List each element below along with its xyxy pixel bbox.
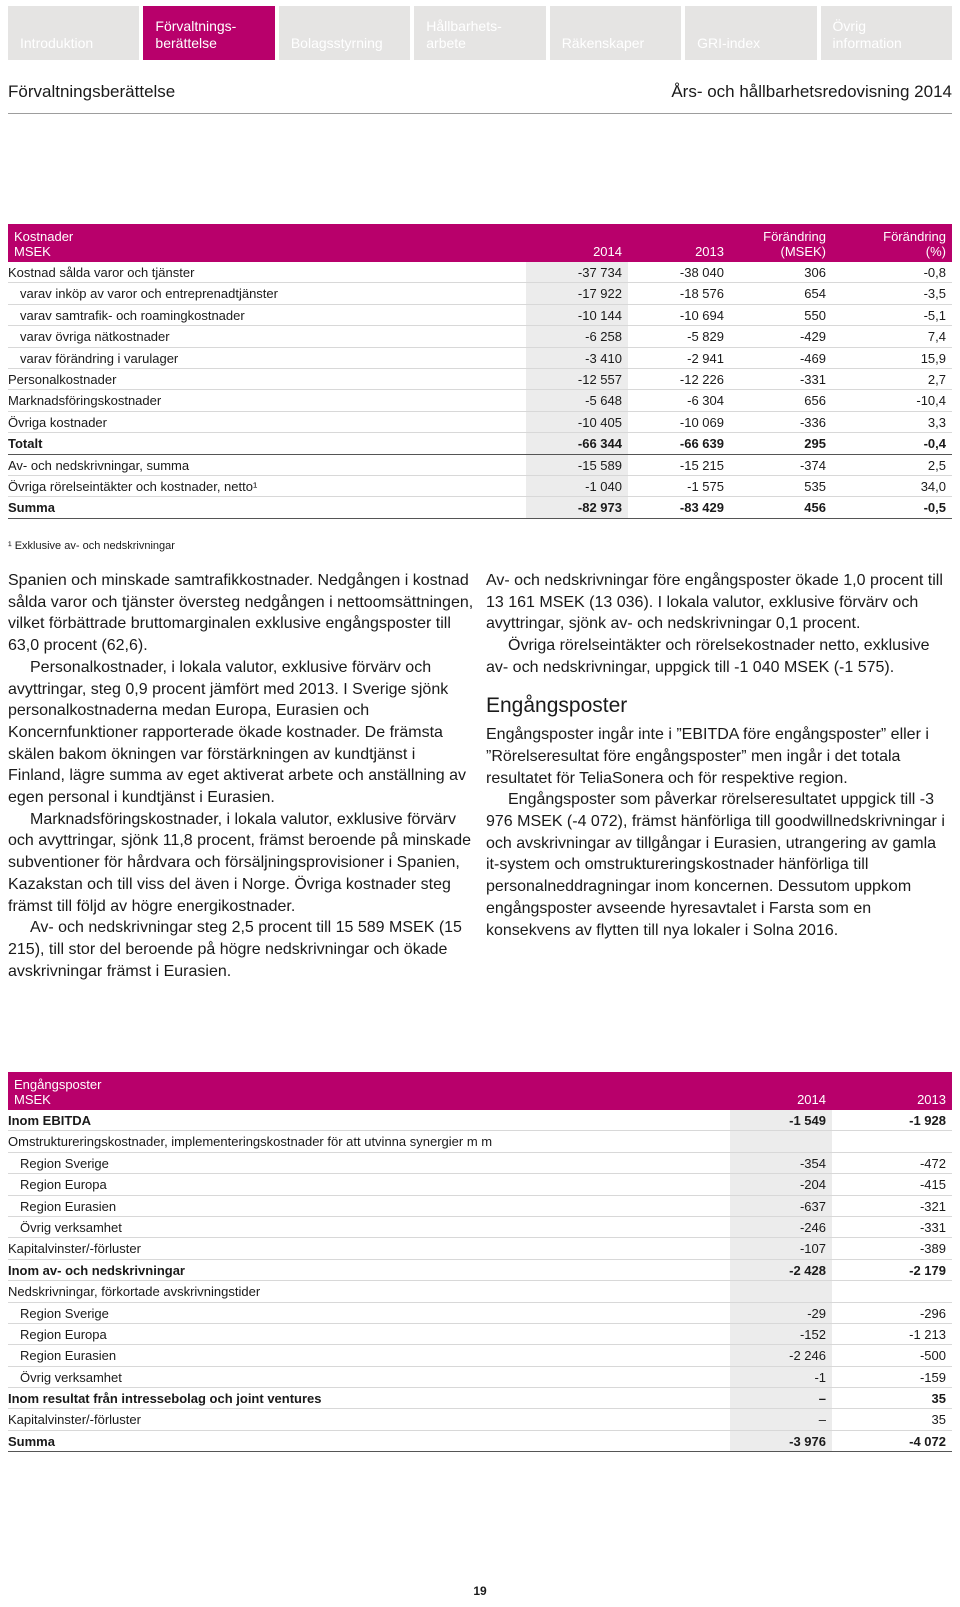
cell-v2014: -82 973 [577,500,622,516]
cell-v2014: -10 405 [577,414,622,430]
table-row [8,262,952,283]
cell-pct: 15,9 [920,350,946,366]
cell-v2014: -66 344 [577,436,622,452]
cell-label: varav övriga nätkostnader [20,329,170,345]
cell-label: Summa [8,500,55,516]
cell-v2013: -1 575 [687,478,724,494]
cell-v2014: -2 428 [789,1262,826,1278]
cell-v2014: -5 648 [585,393,622,409]
header-divider [8,113,952,114]
cell-chg: -469 [799,350,826,366]
table-row [8,1431,952,1452]
cell-label: Kapitalvinster/-förluster [8,1241,141,1257]
cell-label: Region Sverige [20,1155,109,1171]
cell-pct: -0,8 [923,265,946,280]
cell-pct: 34,0 [920,478,946,494]
cell-pct: -10,4 [916,393,946,409]
tab-0[interactable]: Introduktion [8,6,139,60]
tab-6[interactable]: Övrig information [821,6,952,60]
cell-label: Region Europa [20,1326,107,1342]
cell-v2014: -246 [799,1219,826,1235]
oneoff-table-header [8,1072,952,1110]
cell-v2014: -1 040 [585,478,622,494]
table-row [8,1217,952,1238]
cell-v2014: -17 922 [577,286,622,302]
cell-v2013: -500 [919,1348,946,1364]
table-row [8,390,952,411]
cell-v2014: -354 [799,1155,826,1171]
page-number: 19 [473,1584,487,1598]
cell-v2014: -6 258 [585,329,622,345]
cell-v2013: -4 072 [909,1433,946,1449]
cell-label: Övriga rörelseintäkter och kostnader, netto¹ [8,478,258,494]
cell-pct: -0,5 [923,500,946,516]
paragraph: Övriga rörelseintäkter och rörelsekostnader netto, exklusive av- och nedskrivningar, uppgick till -1 040 MSEK (-1 575). [486,637,930,676]
cell-v2014: -10 144 [577,307,622,323]
tab-1[interactable]: Förvaltnings- berättelse [143,6,274,60]
report-title: Års- och hållbarhetsredovisning 2014 [671,82,952,101]
table-row [8,305,952,326]
costs-table-title: Kostnader [14,229,74,244]
costs-table-unit: MSEK [14,244,51,259]
cell-v2013: -5 829 [687,329,724,345]
paragraph: Engångsposter ingår inte i ”EBITDA före engångsposter” eller i ”Rörelseresultat före engångsposter” men ingår i det totala resultatet för TeliaSonera och för respektive region. [486,726,929,787]
cell-chg: 456 [804,500,826,516]
cell-v2014: -29 [807,1305,826,1321]
cell-v2014: -12 557 [577,371,622,387]
table-row [8,1388,952,1409]
cell-v2013: -15 215 [679,457,724,473]
table-row [8,326,952,347]
cell-label: Nedskrivningar, förkortade avskrivningstider [8,1284,261,1300]
costs-table-body [8,262,952,519]
cell-v2014: -15 589 [577,457,622,473]
cell-v2013: 35 [931,1391,946,1407]
oneoff-table-unit: MSEK [14,1092,51,1107]
cell-pct: -3,5 [923,286,946,302]
cell-label: Region Sverige [20,1305,109,1321]
cell-label: Kapitalvinster/-förluster [8,1412,141,1428]
table-row [8,348,952,369]
cell-v2013: -10 694 [679,307,724,323]
oneoff-table-body [8,1110,952,1452]
cell-chg: -331 [799,371,826,387]
cell-label: varav inköp av varor och entreprenadtjänster [20,286,278,302]
table-row [8,1281,952,1302]
cell-chg: -374 [799,457,826,473]
cell-chg: -429 [799,329,826,345]
paragraph: Av- och nedskrivningar före engångsposter ökade 1,0 procent till 13 161 MSEK (13 036). I lokala valutor, exklusive förvärv och avyttringar, sjönk av- och nedskrivningar 0,1 procent. [486,572,943,633]
cell-label: Inom EBITDA [8,1113,92,1128]
table-row [8,476,952,497]
cell-label: Omstruktureringskostnader, implementeringskostnader för att utvinna synergier m m [8,1134,493,1150]
col-header-change-pct: Förändring [883,229,946,244]
table-row [8,1174,952,1195]
table-row [8,455,952,476]
table-row [8,1345,952,1366]
cell-label: Inom resultat från intressebolag och joint ventures [8,1391,322,1407]
cell-v2013: -321 [919,1198,946,1214]
table-row [8,1260,952,1281]
body-text-right [486,570,952,941]
table-row [8,1153,952,1174]
table-row [8,1196,952,1217]
cell-v2013: -2 941 [687,350,724,366]
cell-label: Inom av- och nedskrivningar [8,1262,185,1278]
cell-v2013: -1 928 [909,1113,946,1128]
cell-label: varav förändring i varulager [20,350,179,366]
col-header-change-msek-unit: (MSEK) [780,244,826,259]
col-header-2014: 2014 [593,244,622,259]
cell-label: Summa [8,1433,55,1449]
cell-chg: 535 [804,478,826,494]
cell-v2014: – [818,1391,826,1407]
cell-v2013: -389 [919,1241,946,1257]
paragraph: Personalkostnader, i lokala valutor, exklusive förvärv och avyttringar, steg 0,9 procent jämfört med 2013. I Sverige sjönk personalkostnaderna medan Europa, Eurasien och Koncernfunktioner rapporterade ökade kostnader. De främsta skälen bakom ökningen var förstärkningen av kundtjänst i Finland, lägre summa av eget aktiverat arbete och anställning av egen personal i kundtjänst i Eurasien. [8,658,467,807]
paragraph: Marknadsföringskostnader, i lokala valutor, exklusive förvärv och avyttringar, sjönk 11,8 procent, främst beroende på minskade subventioner för hårdvara och försäljningsprovisioner i Spanien, Kazakstan och till viss del även i Norge. Övriga kostnader steg främst till följd av högre energikostnader. [8,810,472,915]
cell-chg: 550 [804,307,826,323]
cell-v2013: -472 [919,1155,946,1171]
table-row [8,1409,952,1430]
table-row [8,1367,952,1388]
tab-4[interactable]: Räkenskaper [550,6,681,60]
cell-pct: -0,4 [923,436,946,452]
cell-label: Personalkostnader [8,371,117,387]
table-row [8,1324,952,1345]
cell-pct: 2,5 [927,457,946,473]
cell-label: Kostnad sålda varor och tjänster [8,265,195,280]
section-heading-engangsposter: Engångsposter [486,693,628,717]
cell-v2013: -18 576 [679,286,724,302]
cell-v2013: -12 226 [679,371,724,387]
oneoff-table [8,1072,952,1452]
cell-label: Region Eurasien [20,1348,117,1364]
cell-v2013: -415 [919,1177,946,1193]
col-header-change-msek: Förändring [763,229,826,244]
tab-2[interactable]: Bolagsstyrning [279,6,410,60]
cell-pct: 2,7 [927,371,946,387]
cell-label: varav samtrafik- och roamingkostnader [20,307,245,323]
top-navigation [8,6,952,60]
cell-v2013: -66 639 [679,436,724,452]
cell-v2014: – [818,1412,826,1428]
paragraph: Engångsposter som påverkar rörelseresultatet uppgick till -3 976 MSEK (-4 072), främst hänförliga till goodwillnedskrivningar i och avskrivningar av tillgångar i Eurasien, utrangering av gamla it-system och omstruktureringskostnader hänförliga till personalneddragningar inom koncernen. Dessutom uppkom engångsposter avseende hyresavtalet i Farsta som en konsekvens av flytten till nya lokaler i Solna 2016. [486,791,945,939]
cell-v2013: -10 069 [679,414,724,430]
costs-footnote: ¹ Exklusive av- och nedskrivningar [8,540,175,552]
table-row [8,1131,952,1152]
cell-label: Marknadsföringskostnader [8,393,162,409]
cell-v2014: -3 976 [789,1433,826,1449]
cell-label: Region Europa [20,1177,107,1193]
cell-label: Region Eurasien [20,1198,117,1214]
tab-3[interactable]: Hållbarhets- arbete [414,6,545,60]
cell-pct: 3,3 [927,414,946,430]
cell-v2013: -83 429 [679,500,724,516]
cell-pct: 7,4 [927,329,946,345]
cell-v2014: -1 [814,1369,826,1385]
cell-v2014: -2 246 [789,1348,826,1364]
oneoff-col-header-2013: 2013 [917,1092,946,1107]
cell-label: Totalt [8,436,43,452]
table-row [8,283,952,304]
table-row [8,497,952,518]
cell-chg: -336 [799,414,826,430]
section-title: Förvaltningsberättelse [8,82,176,101]
table-row [8,1110,952,1131]
oneoff-col-header-2014: 2014 [797,1092,826,1107]
cell-chg: 654 [804,286,826,302]
table-row [8,1303,952,1324]
cell-v2013: -38 040 [679,265,724,280]
cell-label: Av- och nedskrivningar, summa [8,457,190,473]
body-text-left [8,570,474,982]
cell-chg: 656 [804,393,826,409]
table-row [8,369,952,390]
cell-v2013: -296 [919,1305,946,1321]
cell-v2014: -37 734 [577,265,622,280]
cell-v2014: -637 [799,1198,826,1214]
cell-chg: 295 [804,436,826,452]
tab-5[interactable]: GRI-index [685,6,816,60]
table-row [8,433,952,454]
costs-table-header [8,224,952,262]
cell-label: Övriga kostnader [8,414,107,430]
col-header-change-pct-unit: (%) [925,244,946,259]
paragraph: Av- och nedskrivningar steg 2,5 procent till 15 589 MSEK (15 215), till stor del beroende på högre nedskrivningar och ökade avskrivningar främst i Eurasien. [8,919,462,980]
paragraph: Spanien och minskade samtrafikkostnader. Nedgången i kostnad sålda varor och tjänster översteg nedgången i nettoomsättningen, vilket förbättrade bruttomarginalen exklusive engångsposter till 63,0 procent (62,6). [8,572,474,655]
cell-v2013: -6 304 [687,393,724,409]
cell-label: Övrig verksamhet [20,1219,122,1235]
table-row [8,1238,952,1259]
costs-table [8,224,952,519]
cell-v2014: -107 [799,1241,826,1257]
oneoff-table-title: Engångsposter [14,1077,102,1092]
cell-pct: -5,1 [923,307,946,323]
cell-label: Övrig verksamhet [20,1369,122,1385]
cell-v2014: -152 [799,1326,826,1342]
cell-v2014: -204 [799,1177,826,1193]
table-row [8,412,952,433]
cell-v2013: -2 179 [909,1262,946,1278]
body-text-right-top [486,570,952,679]
col-header-2013: 2013 [695,244,724,259]
cell-chg: 306 [804,265,826,280]
body-text-right-bottom [486,724,952,941]
cell-v2013: -331 [919,1219,946,1235]
cell-v2013: 35 [931,1412,946,1428]
cell-v2014: -1 549 [789,1113,826,1128]
cell-v2013: -1 213 [909,1326,946,1342]
cell-v2013: -159 [919,1369,946,1385]
cell-v2014: -3 410 [585,350,622,366]
